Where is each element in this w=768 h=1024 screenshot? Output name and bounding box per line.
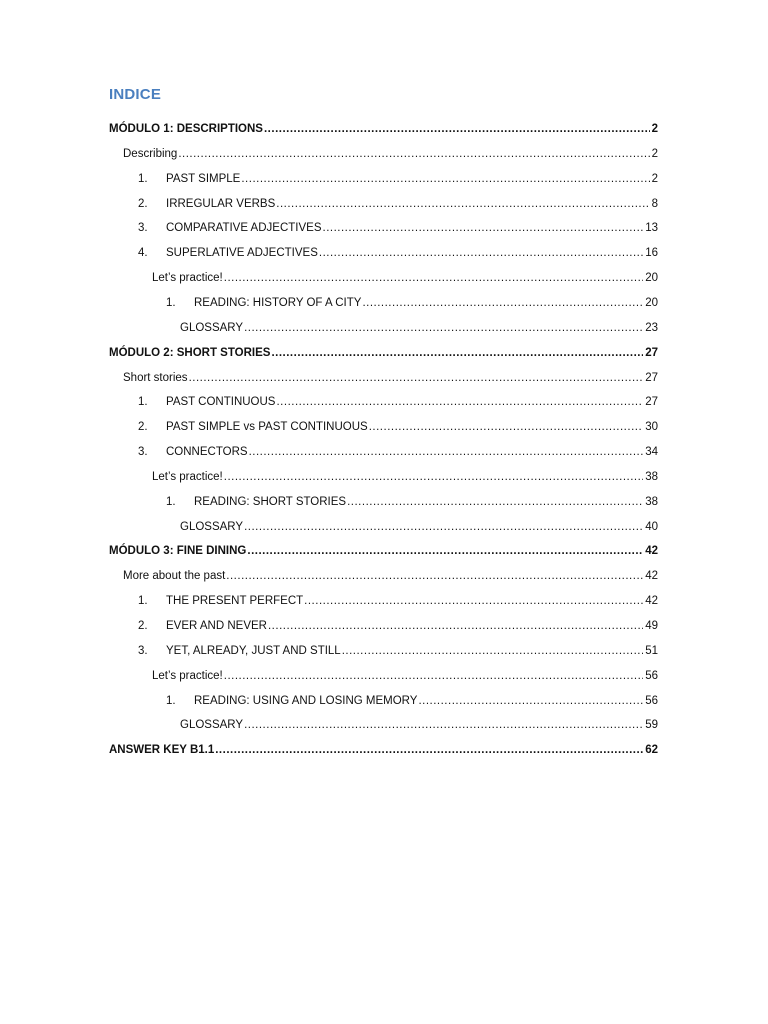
toc-entry-number: 3. — [138, 446, 148, 459]
toc-entry-number: 2. — [138, 421, 148, 434]
toc-entry[interactable] — [138, 167, 658, 191]
toc-entry-page-number: 62 — [645, 744, 658, 757]
toc-entry-label: THE PRESENT PERFECT — [166, 595, 304, 608]
toc-entry-number: 4. — [138, 247, 148, 260]
toc-entry-number: 1. — [138, 595, 148, 608]
dot-leader — [224, 465, 643, 489]
dot-leader — [264, 117, 650, 141]
dot-leader — [215, 738, 643, 762]
toc-entry-label: GLOSSARY — [180, 321, 244, 334]
toc-entry-number: 2. — [138, 620, 148, 632]
dot-leader — [276, 192, 649, 216]
toc-entry[interactable] — [180, 515, 658, 539]
toc-entry[interactable] — [180, 316, 658, 340]
toc-entry-page-number: 23 — [645, 321, 658, 334]
toc-entry-label: EVER AND NEVER — [166, 620, 267, 632]
dot-leader — [241, 167, 649, 191]
dot-leader — [249, 440, 644, 464]
dot-leader — [362, 291, 643, 315]
toc-entry[interactable] — [123, 366, 658, 390]
dot-leader — [268, 614, 643, 638]
toc-entry-number: 1. — [138, 172, 148, 185]
toc-entry[interactable] — [138, 415, 658, 439]
toc-entry[interactable] — [180, 713, 658, 737]
toc-entry-page-number: 20 — [645, 296, 658, 309]
toc-entry[interactable] — [152, 664, 658, 688]
toc-entry[interactable] — [109, 738, 658, 762]
toc-entry-label: READING: SHORT STORIES — [194, 495, 347, 508]
dot-leader — [418, 689, 643, 713]
toc-entry[interactable] — [109, 341, 658, 365]
toc-entry[interactable] — [138, 241, 658, 265]
toc-entry-number: 3. — [138, 644, 148, 657]
toc-entry-page-number: 27 — [645, 371, 658, 384]
toc-entry[interactable] — [152, 266, 658, 290]
toc-entry-label: MÓDULO 2: SHORT STORIES — [109, 346, 271, 359]
dot-leader — [189, 366, 644, 390]
toc-entry-label: Short stories — [123, 371, 188, 384]
toc-entry-label: READING: HISTORY OF A CITY — [194, 296, 362, 309]
toc-entry-label: PAST SIMPLE — [166, 172, 241, 185]
toc-entry-label: PAST CONTINUOUS — [166, 396, 276, 409]
toc-entry-label: PAST SIMPLE vs PAST CONTINUOUS — [166, 421, 368, 434]
toc-entry-page-number: 13 — [645, 222, 658, 235]
toc-entry-page-number: 30 — [645, 421, 658, 434]
toc-entry-label: MÓDULO 3: FINE DINING — [109, 545, 247, 558]
toc-entry-label: Let’s practice! — [152, 272, 223, 285]
toc-entry-number: 3. — [138, 222, 148, 235]
toc-entry-label: GLOSSARY — [180, 719, 244, 732]
toc-entry-label: SUPERLATIVE ADJECTIVES — [166, 247, 318, 260]
toc-entry-page-number: 56 — [645, 669, 658, 682]
toc-entry-page-number: 56 — [645, 694, 658, 707]
toc-entry-page-number: 27 — [645, 346, 658, 359]
toc-entry-label: IRREGULAR VERBS — [166, 197, 276, 210]
dot-leader — [244, 713, 643, 737]
toc-entry[interactable] — [138, 216, 658, 240]
toc-entry[interactable] — [123, 142, 658, 166]
toc-entry-label: Let’s practice! — [152, 470, 223, 483]
toc-entry-label: CONNECTORS — [166, 446, 248, 459]
toc-entry-label: Let’s practice! — [152, 669, 223, 682]
toc-entry-label: More about the past — [123, 570, 226, 583]
toc-entry[interactable] — [166, 490, 658, 514]
dot-leader — [226, 564, 643, 588]
dot-leader — [224, 266, 643, 290]
toc-entry-page-number: 2 — [651, 147, 658, 160]
toc-entry-page-number: 42 — [645, 595, 658, 608]
toc-entry[interactable] — [152, 465, 658, 489]
toc-entry[interactable] — [138, 440, 658, 464]
toc-entry[interactable] — [138, 192, 658, 216]
toc-entry[interactable] — [138, 589, 658, 613]
toc-entry[interactable] — [166, 291, 658, 315]
dot-leader — [271, 341, 643, 365]
toc-entry-label: ANSWER KEY B1.1 — [109, 744, 215, 757]
toc-entry-label: MÓDULO 1: DESCRIPTIONS — [109, 123, 263, 135]
toc-entry-page-number: 59 — [645, 719, 658, 732]
toc-entry-page-number: 27 — [645, 396, 658, 409]
toc-entry-page-number: 49 — [645, 620, 658, 632]
toc-entry-label: YET, ALREADY, JUST AND STILL — [166, 644, 341, 657]
toc-entry[interactable] — [123, 564, 658, 588]
toc-entry-page-number: 2 — [651, 172, 658, 185]
dot-leader — [369, 415, 643, 439]
toc-entry-label: COMPARATIVE ADJECTIVES — [166, 222, 322, 235]
dot-leader — [244, 515, 643, 539]
toc-entry-page-number: 16 — [645, 247, 658, 260]
toc-entry-page-number: 42 — [645, 545, 658, 558]
dot-leader — [276, 390, 643, 414]
toc-entry-number: 2. — [138, 197, 148, 210]
toc-entry-page-number: 40 — [645, 520, 658, 533]
dot-leader — [347, 490, 643, 514]
toc-entry[interactable] — [109, 539, 658, 563]
dot-leader — [247, 539, 643, 563]
toc-entry-number: 1. — [166, 296, 176, 309]
dot-leader — [323, 216, 644, 240]
toc-entry-page-number: 2 — [651, 123, 658, 135]
dot-leader — [244, 316, 643, 340]
dot-leader — [224, 664, 643, 688]
toc-entry-page-number: 8 — [651, 197, 658, 210]
toc-entry-number: 1. — [138, 396, 148, 409]
toc-entry[interactable] — [166, 689, 658, 713]
toc-entry[interactable] — [138, 390, 658, 414]
toc-entry[interactable] — [138, 639, 658, 663]
toc-entry[interactable] — [109, 117, 658, 141]
dot-leader — [304, 589, 643, 613]
toc-entry-label: GLOSSARY — [180, 520, 244, 533]
toc-entry-page-number: 38 — [645, 470, 658, 483]
dot-leader — [319, 241, 643, 265]
toc-entry-label: READING: USING AND LOSING MEMORY — [194, 694, 418, 707]
toc-entry-page-number: 34 — [645, 446, 658, 459]
toc-entry-page-number: 38 — [645, 495, 658, 508]
dot-leader — [178, 142, 649, 166]
dot-leader — [342, 639, 644, 663]
toc-entry-page-number: 51 — [645, 644, 658, 657]
toc-entry-label: Describing — [123, 147, 178, 160]
toc-entry-number: 1. — [166, 694, 176, 707]
toc-entry-number: 1. — [166, 495, 176, 508]
page-title: INDICE — [109, 86, 162, 103]
toc-entry[interactable] — [138, 614, 658, 638]
toc-entry-page-number: 20 — [645, 272, 658, 285]
toc-entry-page-number: 42 — [645, 570, 658, 583]
